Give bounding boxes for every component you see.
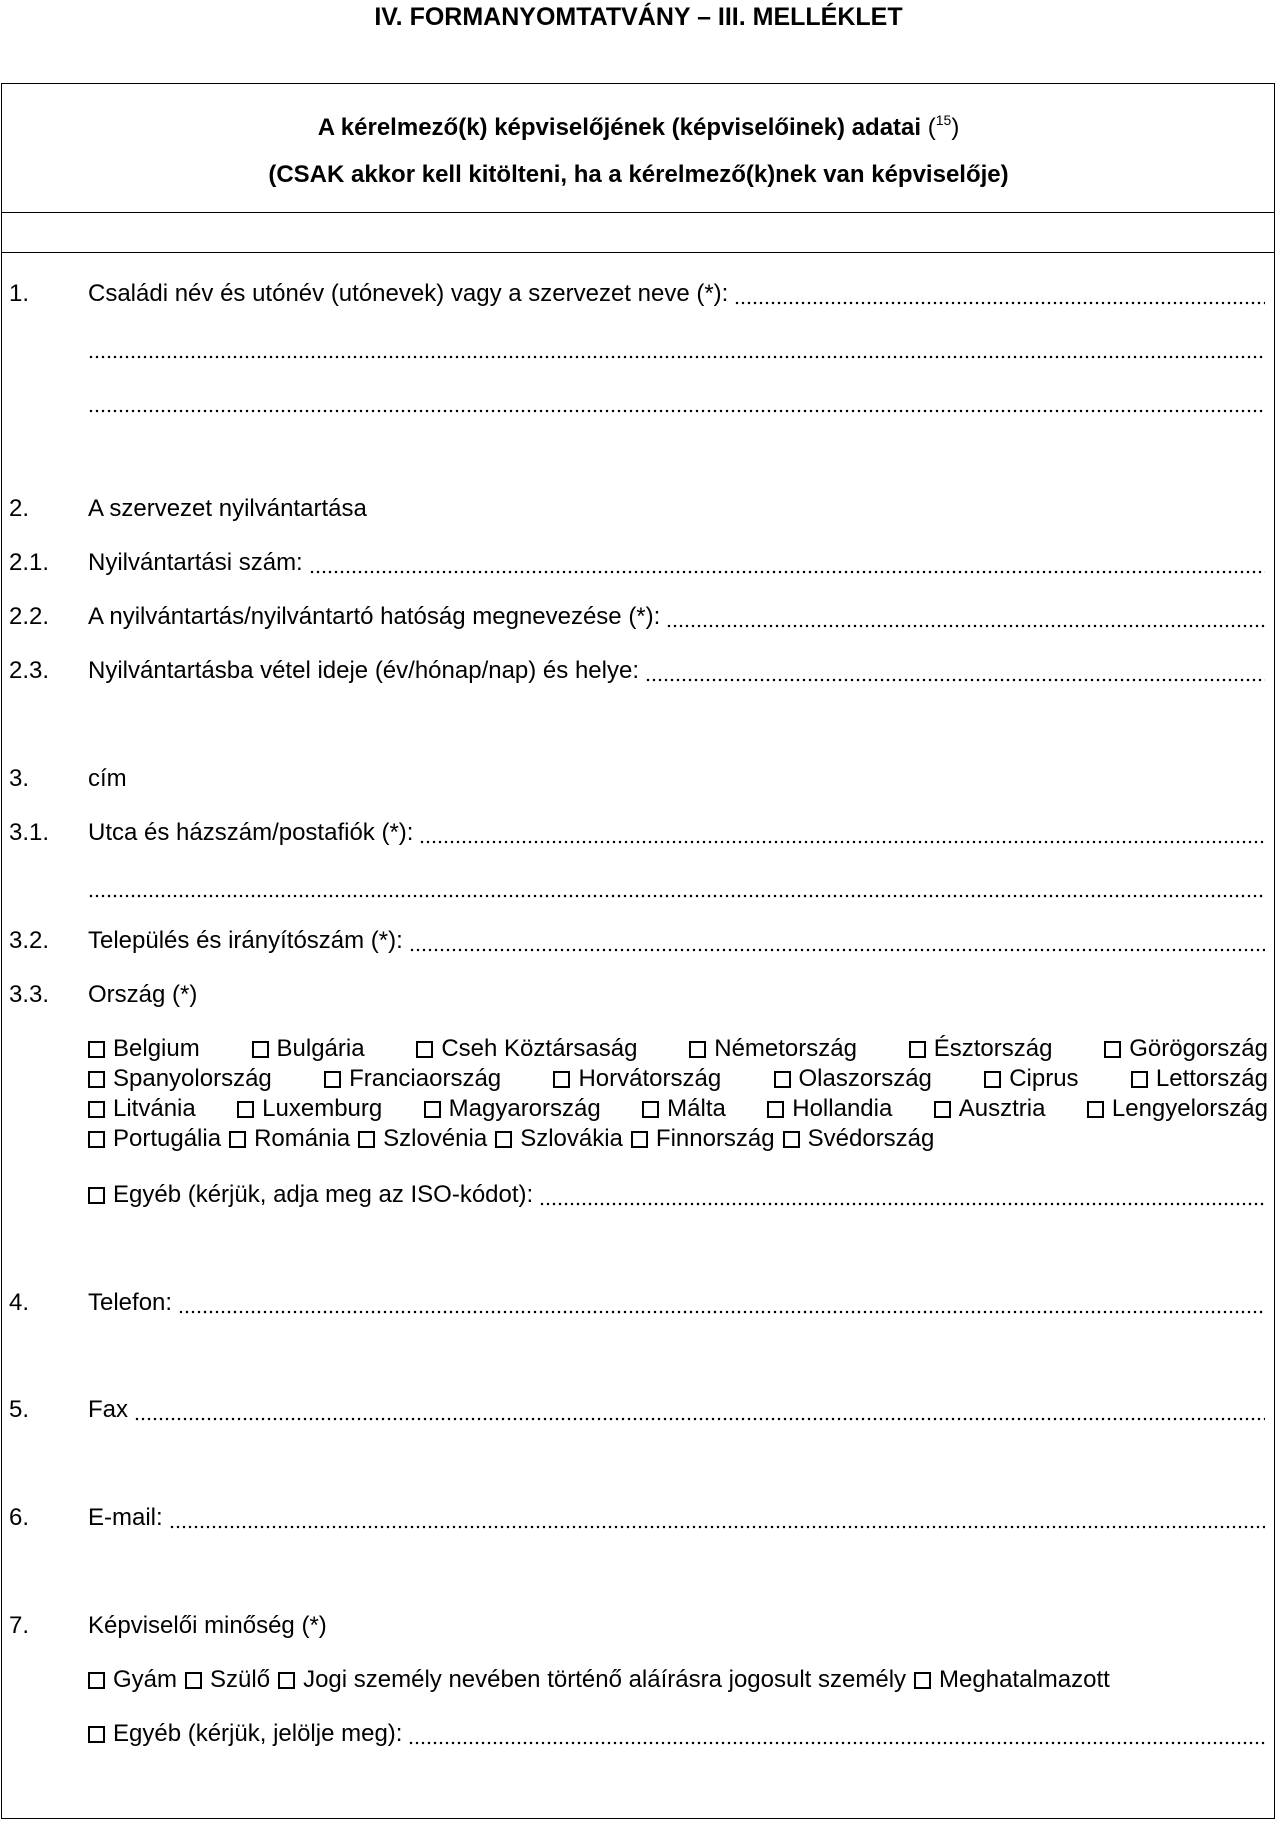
country-label: Szlovákia bbox=[520, 1125, 623, 1152]
country-label: Olaszország bbox=[798, 1065, 932, 1092]
country-option[interactable] bbox=[252, 1034, 365, 1064]
field-5-fax[interactable] bbox=[88, 1395, 1265, 1425]
country-option[interactable] bbox=[631, 1124, 775, 1154]
field-1-continuation-2[interactable] bbox=[88, 387, 1265, 417]
checkbox[interactable] bbox=[88, 1071, 105, 1088]
country-label: Svédország bbox=[807, 1125, 935, 1152]
dotted-line[interactable] bbox=[666, 606, 1265, 628]
checkbox[interactable] bbox=[689, 1041, 706, 1058]
checkbox[interactable] bbox=[984, 1071, 1001, 1088]
country-label: Észtország bbox=[933, 1035, 1053, 1062]
country-option[interactable] bbox=[553, 1064, 721, 1094]
country-option[interactable] bbox=[934, 1094, 1046, 1124]
checkbox[interactable] bbox=[88, 1041, 105, 1058]
country-label: Ausztria bbox=[958, 1095, 1046, 1122]
checkbox[interactable] bbox=[1087, 1101, 1104, 1118]
country-option[interactable] bbox=[767, 1094, 892, 1124]
country-option[interactable] bbox=[1087, 1094, 1268, 1124]
checkbox[interactable] bbox=[767, 1101, 784, 1118]
field-1-label: Családi név és utónév (utónevek) vagy a szervezet neve (*): bbox=[88, 280, 729, 307]
country-option[interactable] bbox=[909, 1034, 1053, 1064]
role-row bbox=[88, 1665, 1268, 1695]
field-1-number: 1. bbox=[9, 280, 30, 307]
field-3-1-number: 3.1. bbox=[9, 819, 50, 846]
checkbox[interactable] bbox=[416, 1041, 433, 1058]
field-3-2-label: Település és irányítószám (*): bbox=[88, 927, 403, 954]
field-1-dotted-line[interactable] bbox=[734, 283, 1265, 305]
country-option[interactable] bbox=[237, 1094, 382, 1124]
field-2-2-label: A nyilvántartás/nyilvántartó hatóság megnevezése (*): bbox=[88, 603, 661, 630]
dotted-line[interactable] bbox=[645, 660, 1265, 682]
country-option[interactable] bbox=[1104, 1034, 1268, 1064]
country-label: Ciprus bbox=[1009, 1065, 1079, 1092]
field-7-number: 7. bbox=[9, 1612, 30, 1639]
country-label: Magyarország bbox=[448, 1095, 601, 1122]
dotted-line[interactable] bbox=[539, 1184, 1265, 1206]
country-option[interactable] bbox=[416, 1034, 637, 1064]
footnote-close: ) bbox=[951, 114, 960, 141]
role-option[interactable] bbox=[185, 1665, 270, 1695]
checkbox[interactable] bbox=[424, 1101, 441, 1118]
country-option[interactable] bbox=[1131, 1064, 1268, 1094]
field-3-2-city-postcode[interactable] bbox=[88, 926, 1265, 956]
country-option[interactable] bbox=[495, 1124, 623, 1154]
checkbox[interactable] bbox=[495, 1131, 512, 1148]
field-7-label: Képviselői minőség (*) bbox=[88, 1612, 327, 1639]
checkbox[interactable] bbox=[1104, 1041, 1121, 1058]
dotted-line[interactable] bbox=[88, 337, 1265, 359]
country-label: Lengyelország bbox=[1111, 1095, 1268, 1122]
country-option[interactable] bbox=[88, 1064, 272, 1094]
dotted-line[interactable] bbox=[409, 930, 1265, 952]
checkbox[interactable] bbox=[88, 1101, 105, 1118]
role-label: Szülő bbox=[210, 1666, 271, 1693]
country-other-checkbox[interactable] bbox=[88, 1187, 105, 1204]
page-title: IV. FORMANYOMTATVÁNY – III. MELLÉKLET bbox=[374, 3, 903, 31]
checkbox[interactable] bbox=[229, 1131, 246, 1148]
role-option[interactable] bbox=[88, 1665, 177, 1695]
dotted-line[interactable] bbox=[134, 1399, 1265, 1421]
role-label: Meghatalmazott bbox=[939, 1666, 1110, 1693]
country-option[interactable] bbox=[642, 1094, 726, 1124]
field-3-1-street[interactable] bbox=[88, 818, 1265, 848]
field-2-2-registry-authority[interactable] bbox=[88, 602, 1265, 632]
role-other-checkbox[interactable] bbox=[88, 1726, 105, 1743]
country-label: Litvánia bbox=[113, 1095, 196, 1122]
country-label: Hollandia bbox=[792, 1095, 893, 1122]
country-label: Bulgária bbox=[276, 1035, 365, 1062]
field-5-label: Fax bbox=[88, 1396, 129, 1423]
role-other-label: Egyéb (kérjük, jelölje meg): bbox=[113, 1720, 403, 1747]
country-label: Franciaország bbox=[349, 1065, 502, 1092]
field-2-1-registration-number[interactable] bbox=[88, 548, 1265, 578]
role-label: Gyám bbox=[113, 1666, 178, 1693]
checkbox[interactable] bbox=[1131, 1071, 1148, 1088]
dotted-line[interactable] bbox=[178, 1292, 1265, 1314]
role-option[interactable] bbox=[278, 1665, 906, 1695]
checkbox[interactable] bbox=[631, 1131, 648, 1148]
role-option[interactable] bbox=[914, 1665, 1110, 1695]
checkbox[interactable] bbox=[185, 1672, 202, 1689]
country-other-field[interactable] bbox=[88, 1180, 1265, 1210]
field-3-number: 3. bbox=[9, 765, 30, 792]
checkbox[interactable] bbox=[934, 1101, 951, 1118]
checkbox[interactable] bbox=[914, 1672, 931, 1689]
field-2-label: A szervezet nyilvántartása bbox=[88, 495, 367, 522]
country-label: Luxemburg bbox=[262, 1095, 383, 1122]
country-label: Görögország bbox=[1129, 1035, 1268, 1062]
dotted-line[interactable] bbox=[419, 822, 1265, 844]
section-heading bbox=[0, 105, 1277, 143]
field-2-3-registration-date-place[interactable] bbox=[88, 656, 1265, 686]
field-2-3-label: Nyilvántartásba vétel ideje (év/hónap/nap) és helye: bbox=[88, 657, 639, 684]
checkbox[interactable] bbox=[278, 1672, 295, 1689]
checkbox[interactable] bbox=[358, 1131, 375, 1148]
checkbox[interactable] bbox=[88, 1672, 105, 1689]
field-2-1-label: Nyilvántartási szám: bbox=[88, 549, 303, 576]
dotted-line[interactable] bbox=[309, 552, 1265, 574]
checkbox[interactable] bbox=[783, 1131, 800, 1148]
country-label: Németország bbox=[714, 1035, 857, 1062]
country-option[interactable] bbox=[88, 1094, 196, 1124]
country-label: Málta bbox=[667, 1095, 726, 1122]
section-heading-text: A kérelmező(k) képviselőjének (képviselőinek) adatai bbox=[317, 114, 922, 141]
field-6-number: 6. bbox=[9, 1504, 30, 1531]
checkbox[interactable] bbox=[252, 1041, 269, 1058]
footnote-open: ( bbox=[927, 114, 936, 141]
country-other-label: Egyéb (kérjük, adja meg az ISO-kódot): bbox=[113, 1181, 534, 1208]
field-3-3-label: Ország (*) bbox=[88, 981, 198, 1008]
country-row-3 bbox=[88, 1094, 1268, 1124]
field-6-label: E-mail: bbox=[88, 1504, 163, 1531]
checkbox[interactable] bbox=[774, 1071, 791, 1088]
country-row-4 bbox=[88, 1124, 1268, 1154]
country-label: Horvátország bbox=[578, 1065, 722, 1092]
field-3-3-number: 3.3. bbox=[9, 981, 50, 1008]
country-option[interactable] bbox=[324, 1064, 501, 1094]
country-option[interactable] bbox=[689, 1034, 857, 1064]
country-option[interactable] bbox=[358, 1124, 487, 1154]
section-subheading: (CSAK akkor kell kitölteni, ha a kérelmező(k)nek van képviselője) bbox=[268, 161, 1009, 188]
field-3-label: cím bbox=[88, 765, 127, 792]
country-label: Cseh Köztársaság bbox=[441, 1035, 638, 1062]
country-label: Lettország bbox=[1155, 1065, 1268, 1092]
field-4-number: 4. bbox=[9, 1289, 30, 1316]
country-option[interactable] bbox=[774, 1064, 932, 1094]
country-label: Románia bbox=[254, 1125, 351, 1152]
country-row-1 bbox=[88, 1034, 1268, 1064]
country-option[interactable] bbox=[88, 1124, 221, 1154]
dotted-line[interactable] bbox=[88, 391, 1265, 413]
country-label: Portugália bbox=[113, 1125, 222, 1152]
country-option[interactable] bbox=[88, 1034, 200, 1064]
field-2-number: 2. bbox=[9, 495, 30, 522]
dotted-line[interactable] bbox=[169, 1507, 1265, 1529]
checkbox[interactable] bbox=[642, 1101, 659, 1118]
country-option[interactable] bbox=[229, 1124, 350, 1154]
field-3-2-number: 3.2. bbox=[9, 927, 50, 954]
country-label: Szlovénia bbox=[383, 1125, 488, 1152]
role-other-field[interactable] bbox=[88, 1719, 1265, 1749]
field-6-email[interactable] bbox=[88, 1503, 1265, 1533]
checkbox[interactable] bbox=[324, 1071, 341, 1088]
field-1-name[interactable] bbox=[88, 279, 1265, 309]
country-label: Finnország bbox=[655, 1125, 775, 1152]
checkbox[interactable] bbox=[88, 1131, 105, 1148]
country-option[interactable] bbox=[424, 1094, 601, 1124]
checkbox[interactable] bbox=[237, 1101, 254, 1118]
checkbox[interactable] bbox=[553, 1071, 570, 1088]
header-divider-top bbox=[1, 212, 1275, 213]
field-2-3-number: 2.3. bbox=[9, 657, 50, 684]
field-4-label: Telefon: bbox=[88, 1289, 173, 1316]
country-option[interactable] bbox=[984, 1064, 1078, 1094]
field-5-number: 5. bbox=[9, 1396, 30, 1423]
field-2-2-number: 2.2. bbox=[9, 603, 50, 630]
field-3-1-label: Utca és házszám/postafiók (*): bbox=[88, 819, 414, 846]
dotted-line[interactable] bbox=[408, 1723, 1265, 1745]
country-label: Spanyolország bbox=[113, 1065, 272, 1092]
field-1-continuation-1[interactable] bbox=[88, 333, 1265, 363]
checkbox[interactable] bbox=[909, 1041, 926, 1058]
country-row-2 bbox=[88, 1064, 1268, 1094]
dotted-line[interactable] bbox=[88, 876, 1265, 898]
field-3-1-continuation[interactable] bbox=[88, 872, 1265, 902]
footnote-ref: 15 bbox=[935, 112, 952, 128]
country-option[interactable] bbox=[783, 1124, 935, 1154]
field-2-1-number: 2.1. bbox=[9, 549, 50, 576]
header-divider-bottom bbox=[1, 252, 1275, 253]
field-4-phone[interactable] bbox=[88, 1288, 1265, 1318]
role-label: Jogi személy nevében történő aláírásra jogosult személy bbox=[303, 1666, 907, 1693]
country-label: Belgium bbox=[113, 1035, 200, 1062]
